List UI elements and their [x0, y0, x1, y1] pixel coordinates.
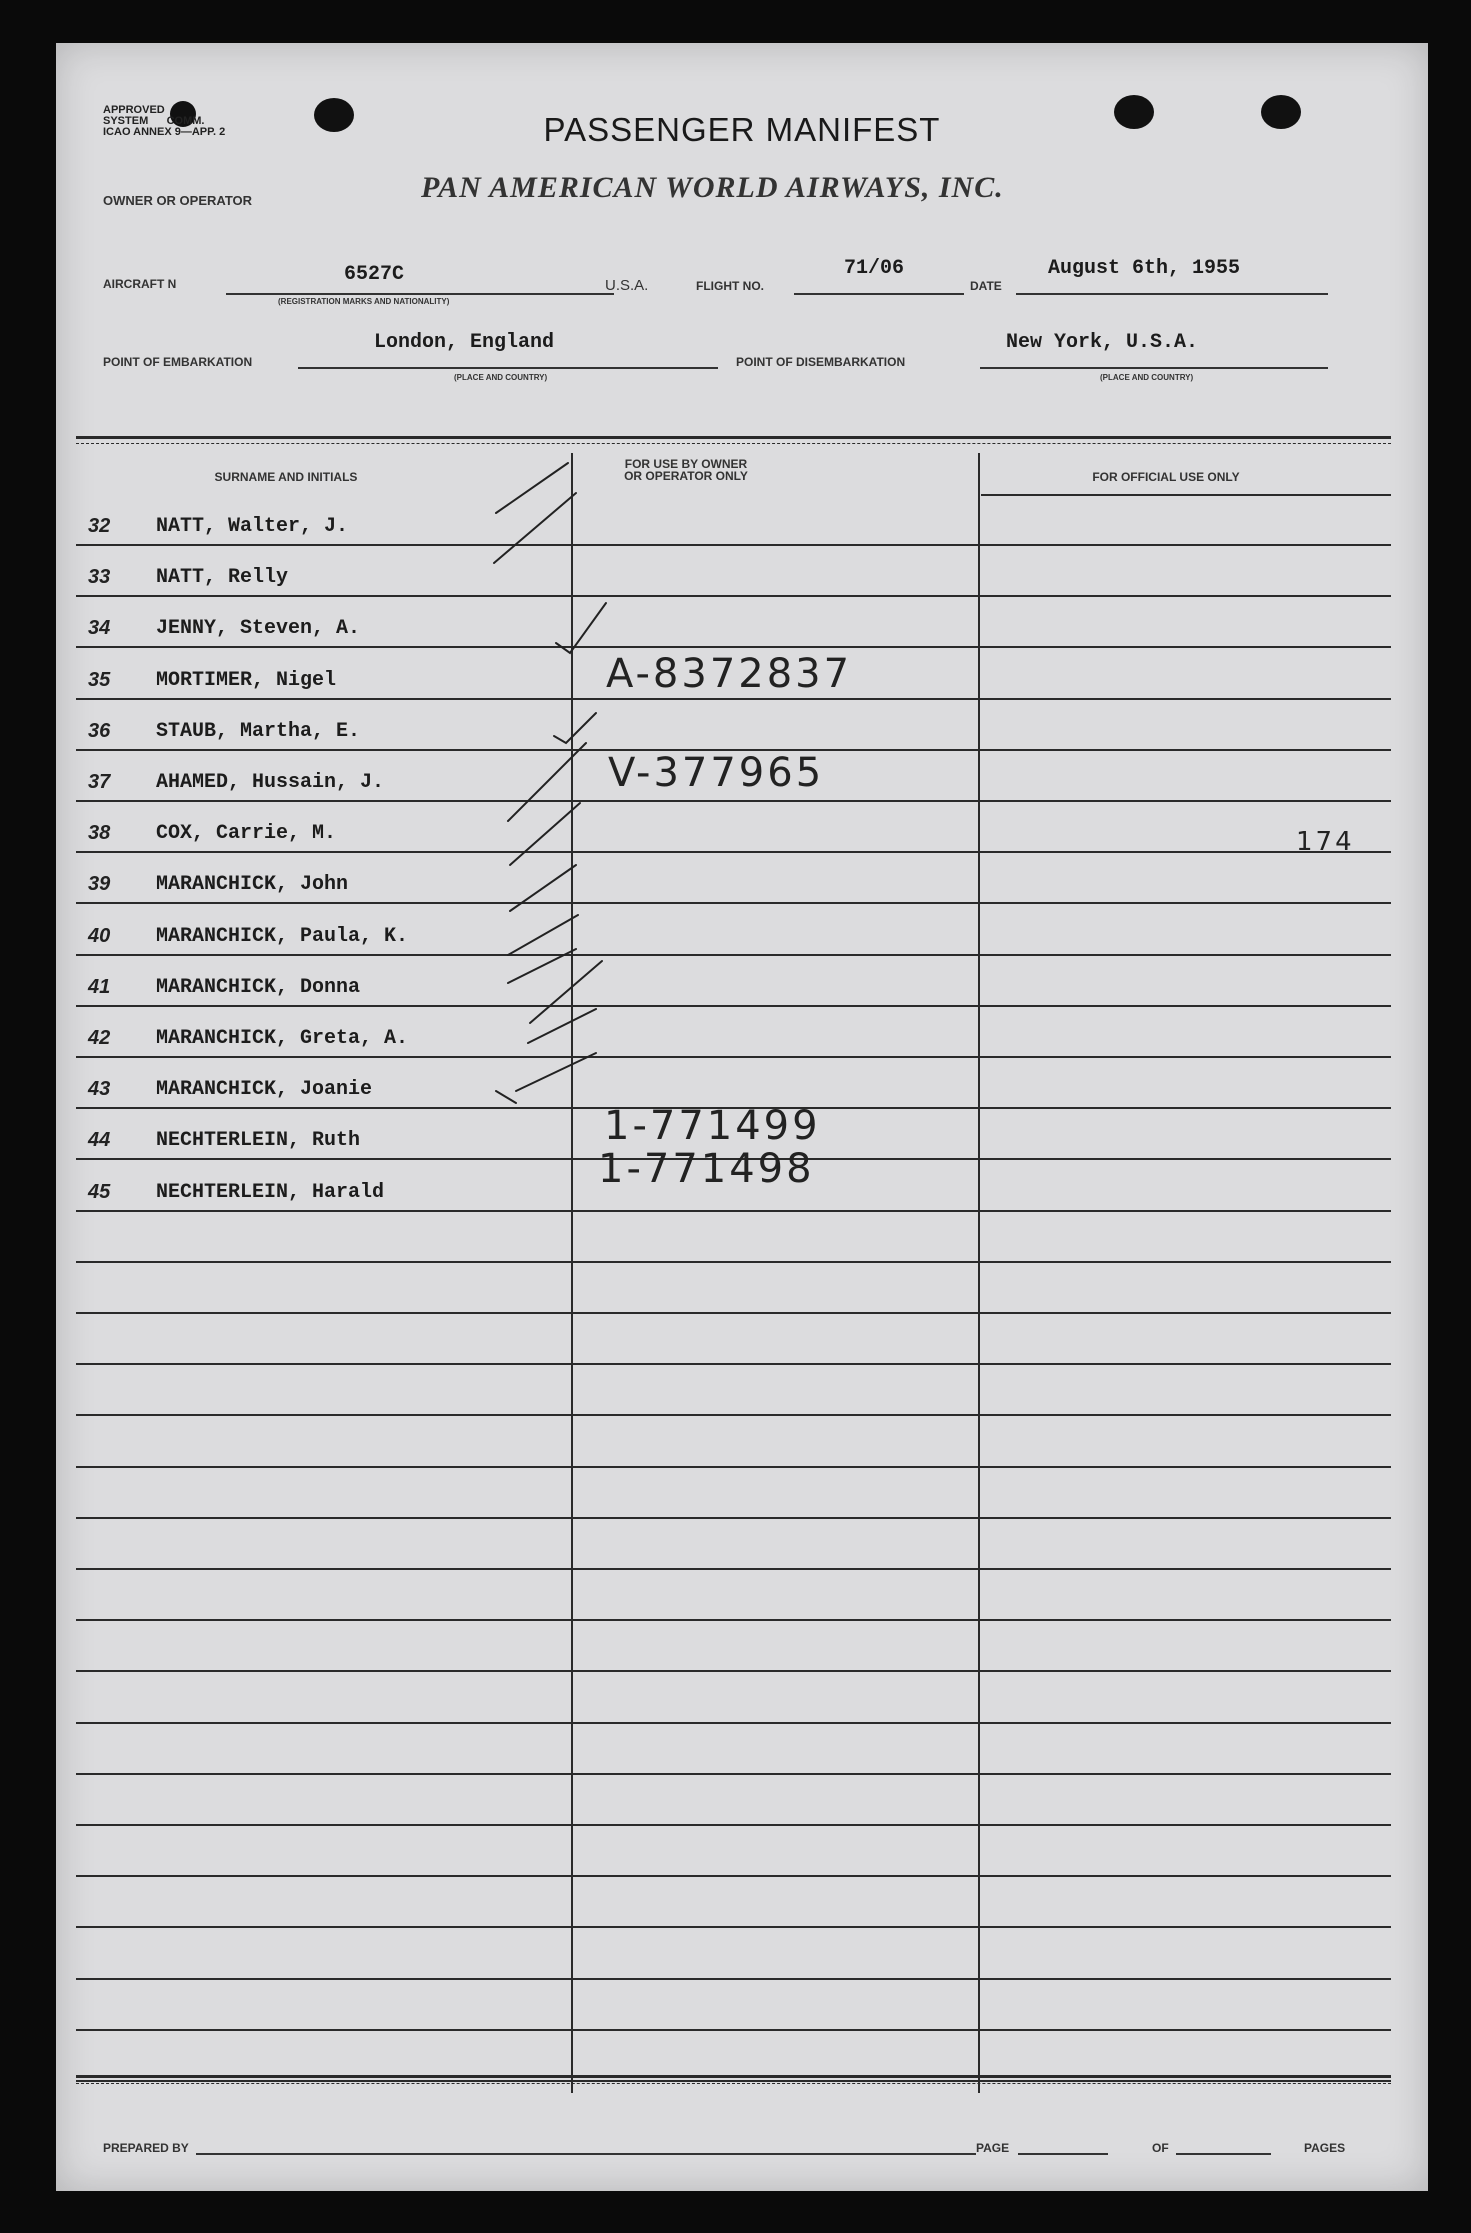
row-number: 36 — [88, 719, 111, 742]
check-mark — [496, 463, 568, 513]
check-mark — [530, 961, 602, 1023]
check-mark — [508, 915, 578, 955]
owner-label: OWNER OR OPERATOR — [103, 193, 253, 208]
row-number: 42 — [88, 1027, 111, 1049]
page-title: PASSENGER MANIFEST — [543, 111, 941, 148]
column-header-official-use: FOR OFFICIAL USE ONLY — [1092, 470, 1240, 484]
row-number: 35 — [88, 668, 111, 691]
passenger-name: AHAMED, Hussain, J. — [156, 771, 385, 794]
flight-number: 71/06 — [844, 257, 905, 280]
row-number: 45 — [88, 1180, 111, 1203]
handwritten-note-37: V-377965 — [608, 750, 825, 796]
passenger-name: NECHTERLEIN, Harald — [156, 1180, 385, 1204]
approval-line: ICAO ANNEX 9—APP. 2 — [103, 126, 226, 138]
passenger-name: MARANCHICK, Paula, K. — [156, 924, 409, 948]
check-mark — [510, 803, 580, 865]
passenger-name: COX, Carrie, M. — [156, 822, 337, 846]
handwritten-note-35: A-8372837 — [606, 651, 853, 697]
pages-label: PAGES — [1304, 2141, 1346, 2155]
embarkation-place: London, England — [374, 331, 555, 354]
row-number: 40 — [88, 924, 111, 947]
passenger-name: MARANCHICK, Donna — [156, 975, 361, 999]
passenger-name: MARANCHICK, Joanie — [156, 1078, 373, 1102]
passenger-name: NATT, Relly — [156, 566, 289, 590]
aircraft-registration: 6527C — [344, 263, 405, 286]
approval-comm: COMM. — [166, 115, 205, 127]
check-mark — [508, 949, 576, 983]
handwritten-note-45: 1-771498 — [598, 1146, 815, 1192]
official-note-38: 174 — [1296, 827, 1355, 857]
disembarkation-place: New York, U.S.A. — [1006, 331, 1199, 354]
check-mark — [556, 603, 606, 653]
prepared-by-label: PREPARED BY — [103, 2141, 189, 2155]
check-mark — [554, 713, 596, 743]
passenger-name: JENNY, Steven, A. — [156, 617, 361, 641]
date-label: DATE — [970, 279, 1002, 293]
check-mark — [510, 865, 576, 911]
approval-system: SYSTEM — [103, 115, 149, 127]
row-number: 43 — [88, 1078, 111, 1101]
passenger-name: STAUB, Martha, E. — [156, 719, 361, 743]
prepared-by-line — [196, 2153, 976, 2155]
check-marks — [56, 43, 1428, 2191]
row-number: 34 — [88, 617, 111, 640]
approval-line: APPROVED — [103, 104, 165, 116]
flight-label: FLIGHT NO. — [696, 279, 764, 293]
column-header-surname: SURNAME AND INITIALS — [214, 470, 358, 484]
handwritten-note-44: 1-771499 — [604, 1103, 821, 1149]
of-line — [1176, 2153, 1271, 2155]
page-label: PAGE — [976, 2141, 1010, 2155]
embarkation-label: POINT OF EMBARKATION — [103, 355, 253, 369]
row-number: 32 — [88, 515, 111, 537]
row-number: 41 — [88, 975, 111, 998]
row-number: 33 — [88, 566, 111, 589]
disembarkation-caption: (PLACE AND COUNTRY) — [1100, 373, 1194, 382]
passenger-name: MARANCHICK, Greta, A. — [156, 1027, 409, 1050]
of-label: OF — [1152, 2141, 1169, 2155]
disembarkation-label: POINT OF DISEMBARKATION — [736, 355, 906, 369]
check-mark — [496, 1091, 516, 1103]
table-bottom-rule — [76, 2075, 1391, 2078]
passenger-name: NATT, Walter, J. — [156, 515, 349, 538]
row-number: 37 — [88, 771, 111, 793]
row-number: 39 — [88, 873, 111, 896]
aircraft-label: AIRCRAFT N — [103, 277, 177, 291]
check-mark — [494, 493, 576, 563]
page-line — [1018, 2153, 1108, 2155]
owner-use-line1: FOR USE BY OWNER — [624, 457, 748, 471]
flight-date: August 6th, 1955 — [1048, 257, 1241, 280]
check-mark — [516, 1053, 596, 1091]
registration-caption: (REGISTRATION MARKS AND NATIONALITY) — [278, 297, 450, 306]
passenger-name: NECHTERLEIN, Ruth — [156, 1129, 361, 1153]
owner-use-line2: OR OPERATOR ONLY — [624, 469, 748, 483]
operator-name: PAN AMERICAN WORLD AIRWAYS, INC. — [421, 171, 1004, 204]
table-bottom-rule-2 — [76, 2083, 1391, 2084]
embarkation-caption: (PLACE AND COUNTRY) — [454, 373, 548, 382]
passenger-name: MARANCHICK, John — [156, 873, 349, 897]
manifest-sheet — [56, 43, 1428, 2191]
check-mark — [528, 1009, 596, 1043]
passenger-name: MORTIMER, Nigel — [156, 668, 337, 692]
row-number: 44 — [88, 1129, 111, 1152]
usa-label: U.S.A. — [605, 277, 649, 294]
row-number: 38 — [88, 822, 111, 845]
